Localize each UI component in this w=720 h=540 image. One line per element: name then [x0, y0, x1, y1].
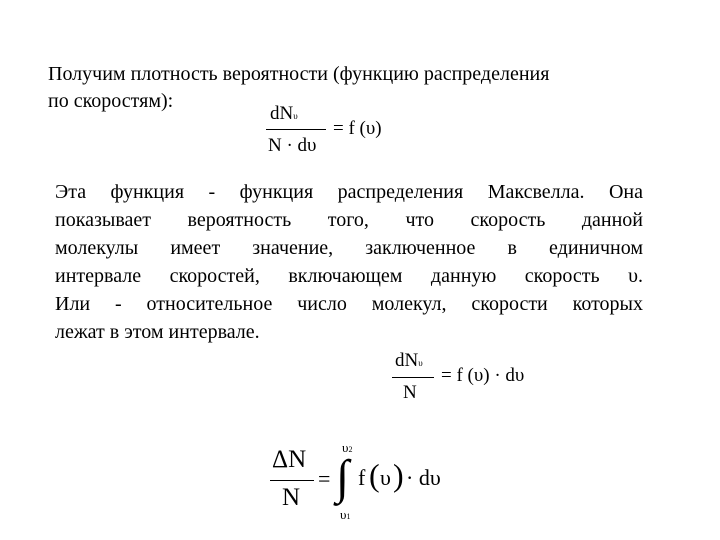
paragraph-line-2: показывает вероятность того, что скорость данной: [55, 209, 643, 231]
paragraph-line-4: интервале скоростей, включающем данную скорость υ.: [55, 265, 643, 287]
paragraph-line-6: лежат в этом интервале.: [55, 321, 260, 343]
right-paren: ): [393, 457, 404, 493]
formula2-rhs: = f (υ) · dυ: [441, 365, 525, 386]
formula3-numerator: ΔN: [272, 446, 307, 473]
integral-upper-limit: υ2: [342, 440, 353, 455]
paragraph-line-3: молекулы имеет значение, заключенное в единичном: [55, 237, 643, 259]
intro-line-1: Получим плотность вероятности (функцию распределения: [48, 63, 550, 85]
equals-sign: =: [318, 466, 331, 491]
fraction-bar: [270, 480, 314, 481]
paragraph-line-5: Или - относительное число молекул, скорости которых: [55, 293, 643, 315]
integral-sign: ∫: [336, 451, 350, 504]
fraction-bar: [392, 377, 434, 378]
formula3-denominator: N: [282, 484, 301, 511]
formula1-numerator: dNυ: [270, 103, 298, 124]
formula3-function: f: [358, 465, 366, 490]
intro-line-2: по скоростям):: [48, 90, 174, 112]
formula1-denominator: N · dυ: [268, 135, 317, 156]
integral-lower-limit: υ1: [340, 507, 351, 522]
formula2-denominator: N: [403, 382, 417, 403]
formula2-numerator: dNυ: [395, 350, 423, 371]
formula3-tail: · dυ: [406, 465, 441, 490]
left-paren: (: [369, 457, 380, 493]
formula1-rhs: = f (υ): [333, 118, 382, 139]
fraction-bar: [266, 129, 326, 130]
formula3-variable: υ: [380, 465, 391, 490]
paragraph-line-1: Эта функция - функция распределения Максвелла. Она: [55, 181, 643, 203]
